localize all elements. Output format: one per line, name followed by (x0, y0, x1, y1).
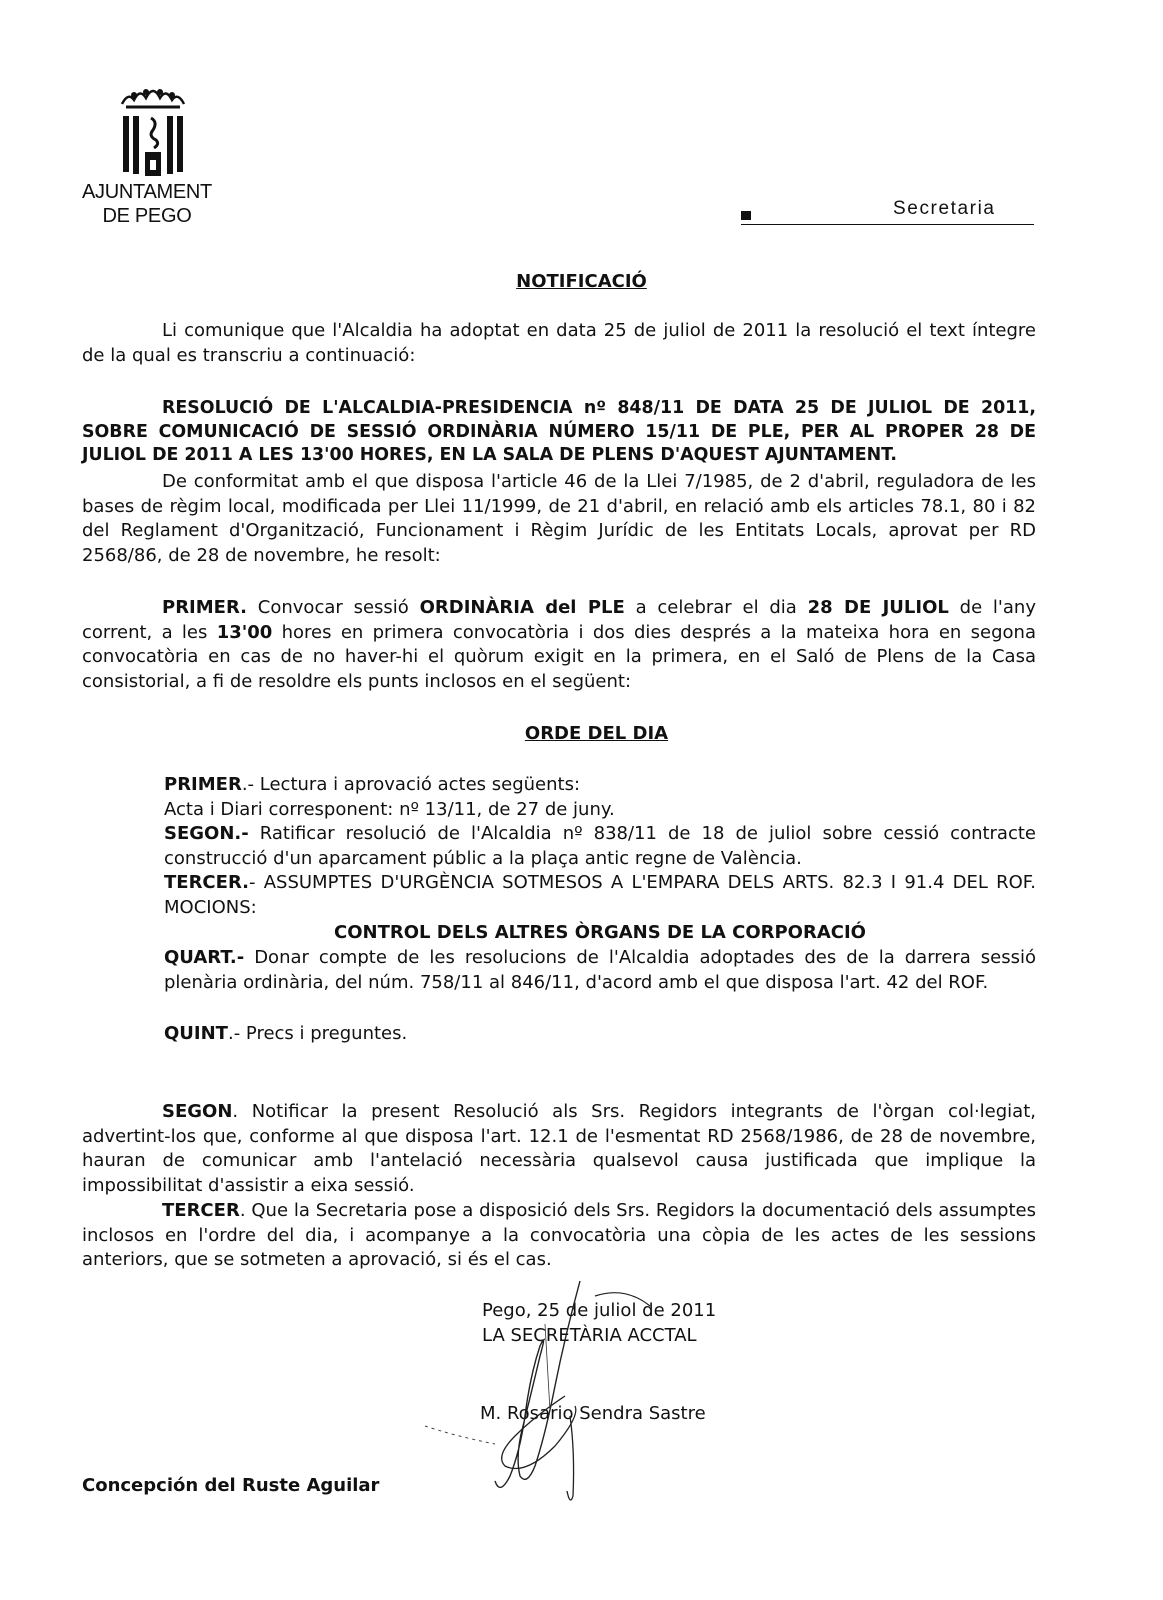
agenda-item-2 (164, 822, 1036, 871)
agenda-item-5 (164, 1022, 1036, 1047)
agenda-item-3-label: TERCER. (164, 872, 249, 893)
document-title: NOTIFICACIÓ (516, 271, 647, 292)
tercer-label: TERCER (162, 1200, 240, 1221)
agenda-item-1-sub: Acta i Diari corresponent: nº 13/11, de 27 de juny. (164, 798, 615, 820)
agenda-item-4-text: Donar compte de les resolucions de l'Alcaldia adoptades des de la darrera sessió plenària ordinària, del núm. 758/11 al 846/11, d'acord amb el que disposa l'art. 42 del ROF. (164, 947, 1036, 993)
organization-name (82, 180, 212, 228)
place-and-date: Pego, 25 de juliol de 2011 (482, 1300, 717, 1321)
tercer-text: . Que la Secretaria pose a disposició dels Srs. Regidors la documentació dels assumptes inclosos en l'ordre del dia, i acompanye a la convocatòria una còpia de les actes de les sessions anteriors, que se sotmeten a aprovació, si és el cas. (82, 1200, 1036, 1270)
recipient-name: Concepción del Ruste Aguilar (82, 1475, 380, 1496)
department-rule (741, 224, 1034, 225)
agenda-item-3-text: - ASSUMPTES D'URGÈNCIA SOTMESOS A L'EMPARA DELS ARTS. 82.3 I 91.4 DEL ROF. MOCIONS: (164, 872, 1036, 918)
signatory-name: M. Rosario Sendra Sastre (480, 1403, 706, 1424)
segon-label: SEGON (162, 1101, 233, 1122)
segon-paragraph (82, 1100, 1036, 1198)
department-label: Secretaria (893, 198, 996, 219)
department-marker (741, 211, 751, 220)
primer-text-3: de l'any corrent, a les (82, 597, 1036, 643)
agenda-item-1-text: .- Lectura i aprovació actes següents: (241, 774, 581, 795)
primer-text-4: hores en primera convocatòria i dos dies després a la mateixa hora en segona convocatòria en cas de no haver-hi el quòrum exigit en la primera, en el Saló de Plens de la Casa consistorial, a fi de resoldre els punts inclosos en el següent: (82, 621, 1036, 692)
agenda-item-5-label: QUINT (164, 1023, 228, 1044)
primer-paragraph (82, 596, 1036, 694)
considerations-paragraph: De conformitat amb el que disposa l'article 46 de la Llei 7/1985, de 2 d'abril, reguladora de les bases de règim local, modificada per Llei 11/1999, de 21 d'abril, en relació amb els articles 78.1, 80 i 82 del Reglament d'Organització, Funcionament i Règim Jurídic de les Entitats Locals, aprovat per RD 2568/86, de 28 de novembre, he resolt: (82, 471, 1036, 566)
agenda-item-4-label: QUART.- (164, 947, 245, 968)
agenda-item-3 (164, 871, 1036, 920)
primer-text-2: a celebrar el dia (624, 597, 808, 618)
agenda-item-2-label: SEGON.- (164, 823, 249, 844)
signatory-role: LA SECRETÀRIA ACCTAL (482, 1325, 697, 1346)
agenda-item-1-label: PRIMER (164, 774, 242, 795)
agenda-title: ORDE DEL DIA (524, 723, 669, 744)
primer-text-1: Convocar sessió (247, 597, 420, 618)
primer-bold-1: ORDINÀRIA del PLE (419, 597, 625, 618)
primer-bold-2: 28 DE JULIOL (807, 597, 949, 618)
handwritten-signature-icon (415, 1276, 655, 1506)
agenda-item-2-text: Ratificar resolució de l'Alcaldia nº 838/11 de 18 de juliol sobre cessió contracte construcció d'un aparcament públic a la plaça antic regne de València. (164, 823, 1036, 869)
primer-label: PRIMER. (162, 597, 247, 618)
agenda-item-4 (164, 946, 1036, 995)
primer-bold-3: 13'00 (216, 621, 273, 643)
segon-text: . Notificar la present Resolució als Srs. Regidors integrants de l'òrgan col·legiat, advertint-los que, conforme al que disposa l'art. 12.1 de l'esmentat RD 2568/1986, de 28 de novembre, hauran de comunicar amb l'antelació necessària qualsevol causa justificada que implique la impossibilitat d'assistir a eixa sessió. (82, 1101, 1036, 1196)
org-line-1: AJUNTAMENT (82, 181, 212, 203)
agenda-subheading: CONTROL DELS ALTRES ÒRGANS DE LA CORPORACIÓ (334, 922, 866, 943)
municipal-coat-of-arms-icon (118, 82, 188, 178)
agenda-item-5-text: .- Precs i preguntes. (227, 1023, 408, 1044)
tercer-paragraph (82, 1199, 1036, 1273)
resolution-heading: RESOLUCIÓ DE L'ALCALDIA-PRESIDENCIA nº 848/11 DE DATA 25 DE JULIOL DE 2011, SOBRE COMUNICACIÓ DE SESSIÓ ORDINÀRIA NÚMERO 15/11 DE PLE, PER AL PROPER 28 DE JULIOL DE 2011 A LES 13'00 HORES, EN LA SALA DE PLENS D'AQUEST AJUNTAMENT. (82, 398, 1036, 465)
intro-paragraph: Li comunique que l'Alcaldia ha adoptat en data 25 de juliol de 2011 la resolució el text íntegre de la qual es transcriu a continuació: (82, 320, 1036, 366)
agenda-item-1 (164, 773, 1036, 822)
org-line-2: DE PEGO (102, 205, 192, 227)
